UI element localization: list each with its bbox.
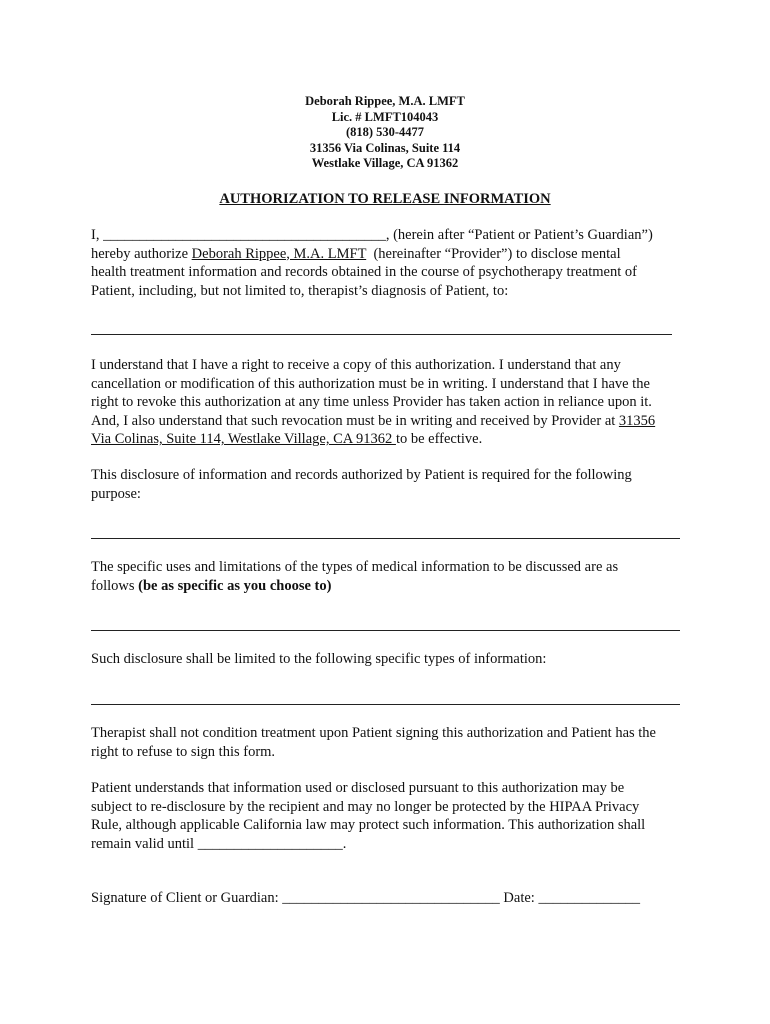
valid-until-period: . — [342, 835, 347, 852]
date-blank[interactable]: ______________ — [538, 890, 640, 906]
revocation-line-1: I understand that I have a right to receive a copy of this authorization. I understand that any — [91, 357, 621, 373]
intro-guardian-text: , (herein after “Patient or Patient’s Guardian”) — [385, 227, 653, 243]
types-line-1: Such disclosure shall be limited to the following specific types of information: — [91, 651, 547, 667]
hipaa-line-3: Rule, although applicable California law may protect such information. This authorization shall — [91, 817, 646, 834]
hipaa-paragraph — [91, 779, 691, 853]
purpose-blank[interactable] — [91, 538, 680, 539]
valid-until-label: remain valid until — [91, 835, 198, 852]
uses-line-1: The specific uses and limitations of the types of medical information to be discussed are as — [91, 559, 619, 575]
signature-row — [91, 889, 691, 908]
revocation-line-3: right to revoke this authorization at any time unless Provider has taken action in reliance upon it. — [91, 394, 652, 411]
intro-line-2 — [91, 245, 691, 264]
types-blank[interactable] — [91, 704, 680, 705]
condition-line-2: right to refuse to sign this form. — [91, 743, 276, 760]
revocation-address-1: 31356 — [618, 412, 656, 429]
signature-line — [91, 889, 691, 908]
purpose-line-2: purpose: — [91, 485, 141, 502]
intro-provider-text: (hereinafter “Provider”) to disclose mental — [366, 245, 621, 262]
city-address: Westlake Village, CA 91362 — [311, 156, 459, 170]
hipaa-line-4 — [91, 835, 691, 854]
intro-line-3: health treatment information and records obtained in the course of psychotherapy treatment of — [91, 264, 637, 281]
revocation-line-4 — [91, 412, 691, 431]
signature-label: Signature of Client or Guardian: — [91, 890, 283, 906]
letterhead — [0, 94, 770, 172]
valid-until-blank[interactable]: ____________________ — [197, 835, 343, 852]
intro-authorize: hereby authorize — [91, 245, 192, 262]
condition-line-1: Therapist shall not condition treatment upon Patient signing this authorization and Patient has the — [91, 725, 656, 741]
hipaa-line-1: Patient understands that information used or disclosed pursuant to this authorization may be — [91, 780, 625, 796]
provider-name: Deborah Rippee, M.A. LMFT — [305, 94, 465, 108]
provider-name-inline: Deborah Rippee, M.A. LMFT — [191, 245, 367, 262]
phone-number: (818) 530-4477 — [345, 125, 425, 139]
revocation-line-5 — [91, 430, 691, 449]
revocation-line-2: cancellation or modification of this authorization must be in writing. I understand that I have the — [91, 375, 650, 392]
revocation-text: And, I also understand that such revocation must be in writing and received by Provider at — [91, 412, 619, 429]
condition-paragraph — [91, 724, 691, 761]
types-paragraph — [91, 650, 691, 669]
intro-paragraph — [91, 226, 691, 300]
intro-i: I, — [91, 227, 104, 243]
uses-blank[interactable] — [91, 630, 680, 631]
hipaa-line-2: subject to re-disclosure by the recipient and may no longer be protected by the HIPAA Privacy — [91, 798, 640, 815]
license-number: Lic. # LMFT104043 — [331, 109, 439, 124]
document-title: AUTHORIZATION TO RELEASE INFORMATION — [219, 191, 551, 207]
patient-name-blank[interactable]: _______________________________________ — [103, 227, 386, 243]
purpose-line-1: This disclosure of information and records authorized by Patient is required for the following — [91, 467, 632, 483]
signature-blank[interactable]: ______________________________ — [282, 890, 500, 906]
intro-line-4: Patient, including, but not limited to, therapist’s diagnosis of Patient, to: — [91, 282, 509, 299]
recipient-blank[interactable] — [91, 334, 672, 335]
intro-line-1 — [91, 226, 691, 245]
date-label: Date: — [499, 890, 539, 906]
uses-instruction: (be as specific as you choose to) — [138, 577, 332, 594]
revocation-paragraph — [91, 356, 691, 449]
uses-paragraph — [91, 558, 691, 595]
uses-follows: follows — [91, 577, 139, 594]
purpose-paragraph — [91, 466, 691, 503]
uses-line-2 — [91, 577, 691, 596]
street-address: 31356 Via Colinas, Suite 114 — [309, 140, 461, 155]
revocation-end: to be effective. — [395, 431, 483, 448]
revocation-address-2: Via Colinas, Suite 114, Westlake Village, CA 91362 — [91, 431, 396, 448]
